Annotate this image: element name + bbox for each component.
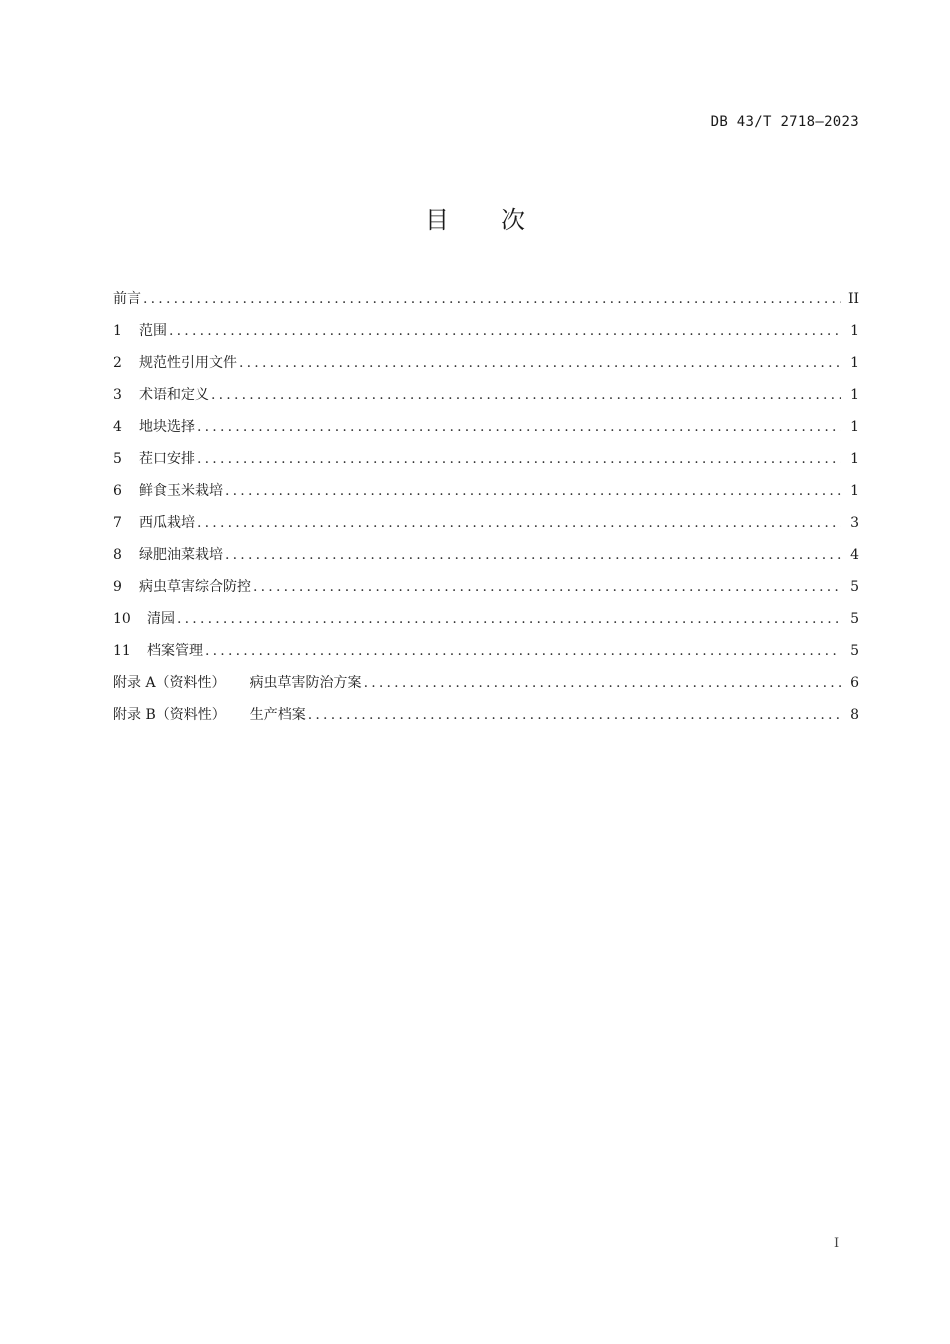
toc-entry-11[interactable] [113,639,859,671]
toc-entry-number: 2 [113,355,122,371]
toc-entry-label: 鲜食玉米栽培 [139,483,223,499]
toc-leader-dots [197,511,841,535]
toc-entry-page: 5 [850,643,859,659]
toc-leader-dots [239,351,841,375]
toc-leader-dots [177,607,841,631]
toc-entry-page: II [847,291,859,307]
toc-entry-label: 病虫草害综合防控 [139,579,251,595]
toc-entry-label: 西瓜栽培 [139,515,195,531]
standard-code: DB 43/T 2718—2023 [710,114,859,130]
toc-entry-number: 7 [113,515,122,531]
toc-entry-page: 8 [850,707,859,723]
toc-entry-number: 10 [113,611,131,627]
toc-entry-label: 地块选择 [139,419,195,435]
toc-entry-page: 4 [850,547,859,563]
toc-entry-page: 1 [850,323,859,339]
toc-entry-number: 8 [113,547,122,563]
toc-entry-label: 前言 [113,291,141,307]
toc-entry-page: 1 [850,387,859,403]
page-number: I [834,1236,840,1251]
page-title-part-2: 次 [501,206,525,234]
toc-entry-page: 1 [850,483,859,499]
toc-appendix-prefix: 附录 B（资料性） [113,707,226,723]
toc-appendix-prefix: 附录 A（资料性） [113,675,226,691]
page-title-part-1: 目 [425,206,449,234]
toc-entry-2[interactable] [113,351,859,383]
toc-entry-label: 术语和定义 [139,387,209,403]
toc-entry-label: 规范性引用文件 [139,355,237,371]
toc-entry-label: 绿肥油菜栽培 [139,547,223,563]
toc-leader-dots [205,639,841,663]
toc-entry-5[interactable] [113,447,859,479]
toc-leader-dots [197,415,841,439]
toc-leader-dots [253,575,841,599]
toc-entry-7[interactable] [113,511,859,543]
toc-entry-label: 范围 [139,323,167,339]
toc-entry-page: 6 [850,675,859,691]
toc-entry-page: 1 [850,355,859,371]
table-of-contents [113,287,859,735]
page-title [0,200,950,235]
toc-entry-8[interactable] [113,543,859,575]
toc-appendix-title: 生产档案 [249,707,306,723]
toc-entry-label: 茬口安排 [139,451,195,467]
toc-entry-page: 5 [850,611,859,627]
toc-leader-dots [225,479,841,503]
toc-entry-number: 5 [113,451,122,467]
toc-leader-dots [211,383,841,407]
toc-leader-dots [143,287,841,311]
toc-entry-page: 1 [850,419,859,435]
toc-entry-page: 1 [850,451,859,467]
toc-entry-3[interactable] [113,383,859,415]
toc-entry-page: 3 [850,515,859,531]
toc-entry-number: 9 [113,579,122,595]
toc-entry-appendix-b[interactable] [113,703,859,735]
toc-entry-number: 11 [113,643,131,659]
toc-entry-number: 1 [113,323,122,339]
toc-entry-1[interactable] [113,319,859,351]
toc-entry-label: 清园 [147,611,175,627]
toc-entry-number: 4 [113,419,122,435]
toc-entry-9[interactable] [113,575,859,607]
toc-leader-dots [197,447,841,471]
toc-entry-appendix-a[interactable] [113,671,859,703]
toc-leader-dots [364,671,841,695]
toc-leader-dots [308,703,841,727]
toc-entry-number: 6 [113,483,122,499]
toc-leader-dots [169,319,841,343]
toc-entry-number: 3 [113,387,122,403]
toc-entry-4[interactable] [113,415,859,447]
toc-entry-foreword[interactable] [113,287,859,319]
toc-leader-dots [225,543,841,567]
toc-appendix-title: 病虫草害防治方案 [249,675,362,691]
toc-entry-page: 5 [850,579,859,595]
toc-entry-label: 档案管理 [147,643,203,659]
toc-entry-6[interactable] [113,479,859,511]
toc-entry-10[interactable] [113,607,859,639]
